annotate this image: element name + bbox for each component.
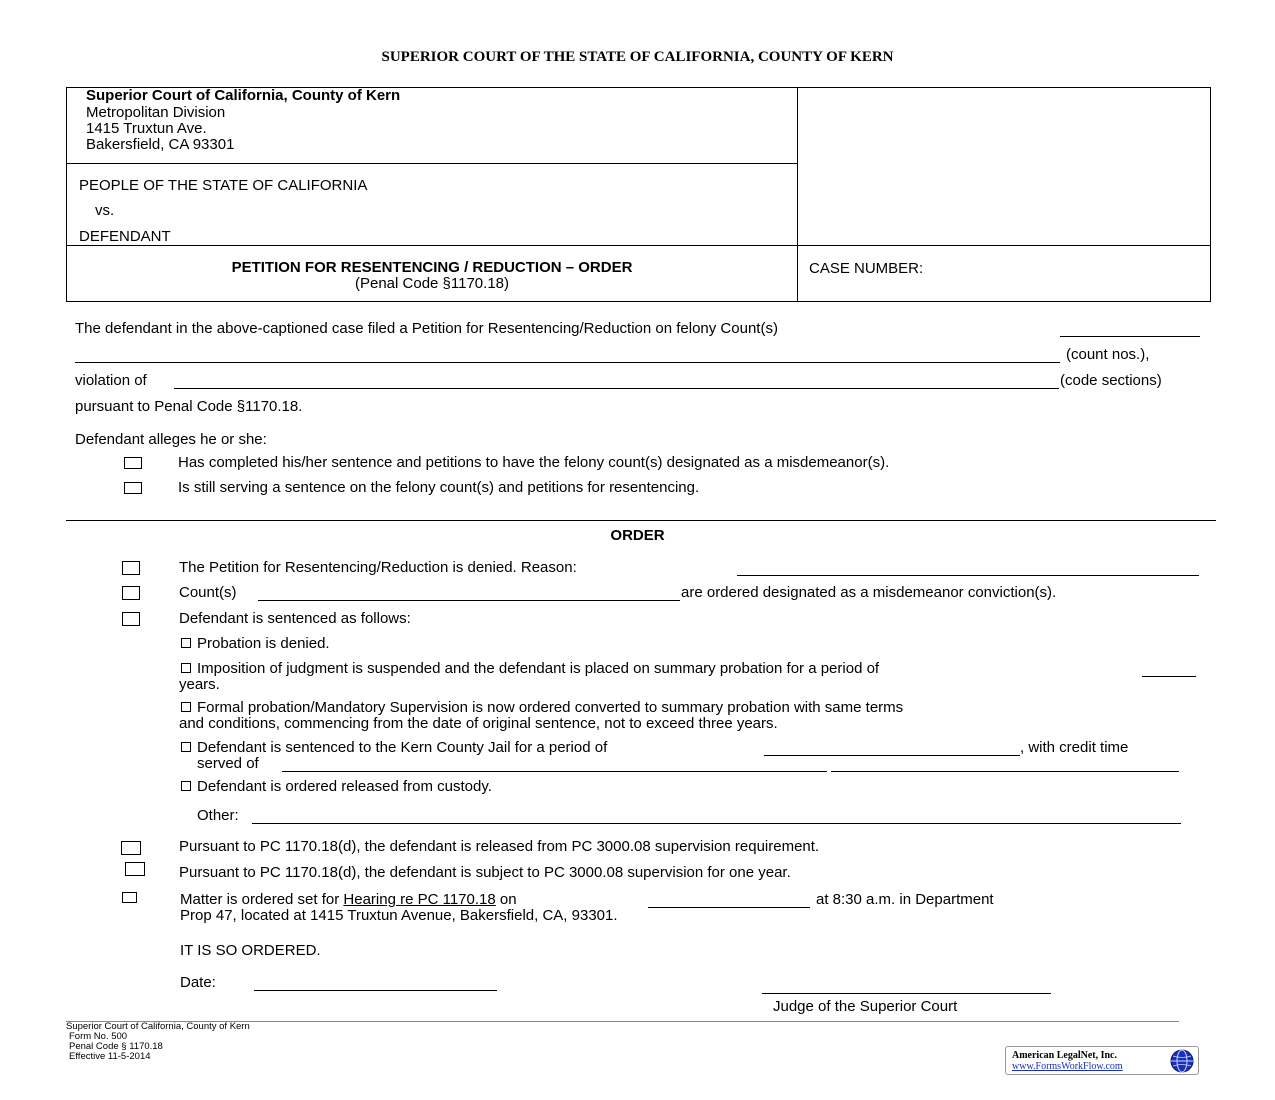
- other-label: Other:: [197, 807, 239, 824]
- legalnet-url[interactable]: www.FormsWorkFlow.com: [1012, 1061, 1123, 1072]
- sentenced-text: Defendant is sentenced as follows:: [179, 610, 411, 627]
- completed-option: Has completed his/her sentence and petitions to have the felony count(s) designated as a misdemeanor(s).: [178, 454, 890, 471]
- imposition-years: years.: [179, 676, 220, 693]
- subject-3000-checkbox[interactable]: [125, 862, 145, 876]
- count-nos-label: (count nos.),: [1066, 346, 1150, 363]
- jail-period-field[interactable]: [764, 739, 1020, 756]
- denied-checkbox[interactable]: [122, 561, 140, 575]
- hearing-checkbox[interactable]: [122, 892, 137, 903]
- formal-probation-option[interactable]: Formal probation/Mandatory Supervision is now ordered converted to summary probation with same terms: [181, 699, 903, 716]
- released-3000-text: Pursuant to PC 1170.18(d), the defendant is released from PC 3000.08 supervision requirement.: [179, 838, 820, 855]
- served-of-field-2[interactable]: [831, 755, 1179, 772]
- footer-form-no: Form No. 500: [69, 1031, 128, 1042]
- court-title: SUPERIOR COURT OF THE STATE OF CALIFORNIA, COUNTY OF KERN: [381, 49, 894, 65]
- serving-option: Is still serving a sentence on the felony count(s) and petitions for resentencing.: [178, 479, 700, 496]
- denied-text: The Petition for Resentencing/Reduction is denied. Reason:: [179, 559, 577, 576]
- other-field[interactable]: [252, 807, 1181, 824]
- imposition-option[interactable]: Imposition of judgment is suspended and the defendant is placed on summary probation for a period of: [181, 660, 879, 677]
- served-of-label: served of: [197, 755, 259, 772]
- footer-penal-code: Penal Code § 1170.18: [69, 1041, 163, 1052]
- so-ordered: IT IS SO ORDERED.: [180, 942, 321, 959]
- count-field-cont[interactable]: [75, 346, 1060, 363]
- globe-icon: [1169, 1048, 1195, 1074]
- date-field[interactable]: [254, 974, 497, 991]
- intro-line-1: The defendant in the above-captioned case filed a Petition for Resentencing/Reduction on felony Count(s): [75, 320, 778, 337]
- hearing-date-field[interactable]: [648, 891, 810, 908]
- counts-label: Count(s): [179, 584, 237, 601]
- probation-denied-checkbox[interactable]: [181, 638, 191, 648]
- legalnet-brand: American LegalNet, Inc.: [1012, 1050, 1117, 1061]
- footer-court: Superior Court of California, County of Kern: [66, 1021, 250, 1032]
- released-3000-checkbox[interactable]: [121, 841, 141, 855]
- code-sections-field[interactable]: [174, 372, 1059, 389]
- designated-checkbox[interactable]: [122, 586, 140, 600]
- order-heading: ORDER: [610, 527, 665, 544]
- section-divider: [66, 520, 1216, 521]
- serving-checkbox[interactable]: [124, 482, 142, 494]
- defendant-label: DEFENDANT: [79, 228, 171, 245]
- court-name: Superior Court of California, County of Kern: [86, 87, 401, 104]
- hearing-line-1: Matter is ordered set for Hearing re PC 1170.18 on: [180, 891, 517, 908]
- formal-probation-cont: and conditions, commencing from the date of original sentence, not to exceed three years.: [179, 715, 778, 732]
- count-field[interactable]: [1060, 320, 1200, 337]
- pursuant-text: pursuant to Penal Code §1170.18.: [75, 398, 303, 415]
- completed-checkbox[interactable]: [124, 457, 142, 469]
- date-label: Date:: [180, 974, 216, 991]
- designated-text: are ordered designated as a misdemeanor conviction(s).: [681, 584, 1057, 601]
- judge-label: Judge of the Superior Court: [773, 998, 958, 1015]
- credit-time-label: , with credit time: [1020, 739, 1129, 756]
- vs-label: vs.: [95, 202, 115, 219]
- jail-option[interactable]: Defendant is sentenced to the Kern County Jail for a period of: [181, 739, 607, 756]
- judge-signature-line[interactable]: [762, 993, 1051, 994]
- hearing-time-text: at 8:30 a.m. in Department: [816, 891, 994, 908]
- reason-field[interactable]: [737, 559, 1199, 576]
- court-city: Bakersfield, CA 93301: [86, 136, 235, 153]
- imposition-checkbox[interactable]: [181, 663, 191, 673]
- released-option[interactable]: Defendant is ordered released from custody.: [181, 778, 492, 795]
- counts-field[interactable]: [258, 584, 680, 601]
- hearing-link[interactable]: Hearing re PC 1170.18: [343, 891, 496, 908]
- form-title: PETITION FOR RESENTENCING / REDUCTION – ORDER: [231, 259, 633, 276]
- sentenced-checkbox[interactable]: [122, 612, 140, 626]
- imposition-period-field[interactable]: [1142, 660, 1196, 677]
- probation-denied-option[interactable]: Probation is denied.: [181, 635, 330, 652]
- form-subtitle: (Penal Code §1170.18): [355, 275, 509, 292]
- hearing-line-2: Prop 47, located at 1415 Truxtun Avenue, Bakersfield, CA, 93301.: [180, 907, 618, 924]
- case-number-label: CASE NUMBER:: [809, 260, 924, 277]
- formal-probation-checkbox[interactable]: [181, 702, 191, 712]
- jail-checkbox[interactable]: [181, 742, 191, 752]
- legalnet-badge[interactable]: [1005, 1046, 1199, 1075]
- court-division: Metropolitan Division: [86, 104, 226, 121]
- code-sections-label: (code sections): [1060, 372, 1162, 389]
- released-checkbox[interactable]: [181, 781, 191, 791]
- violation-label: violation of: [75, 372, 147, 389]
- court-street: 1415 Truxtun Ave.: [86, 120, 207, 137]
- served-of-field[interactable]: [282, 755, 827, 772]
- alleges-text: Defendant alleges he or she:: [75, 431, 267, 448]
- footer-effective: Effective 11-5-2014: [69, 1051, 151, 1062]
- subject-3000-text: Pursuant to PC 1170.18(d), the defendant is subject to PC 3000.08 supervision for one year.: [179, 864, 791, 881]
- people-label: PEOPLE OF THE STATE OF CALIFORNIA: [79, 177, 368, 194]
